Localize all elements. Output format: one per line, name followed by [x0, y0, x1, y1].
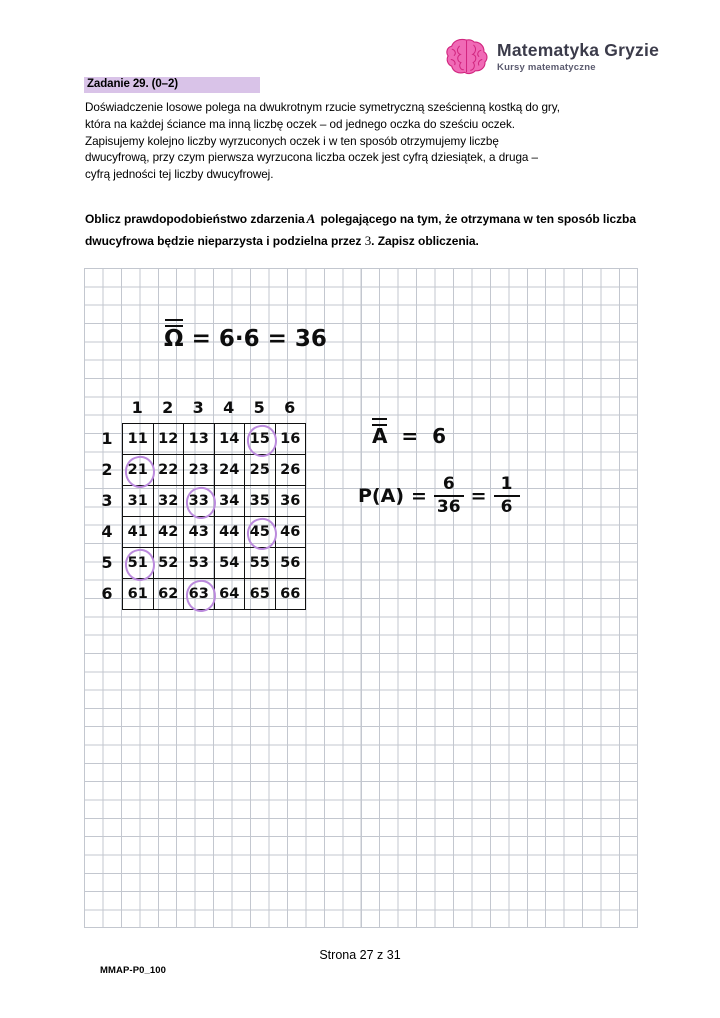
table-cell: 44: [214, 517, 245, 548]
table-cell: 12: [153, 424, 184, 455]
row-header: 1: [101, 429, 113, 448]
table-cell: 11: [123, 424, 154, 455]
task-body-line: Doświadczenie losowe polega na dwukrotnym rzucie symetryczną sześcienną kostką do gry,: [85, 101, 560, 114]
column-header: 5: [253, 398, 265, 417]
omega-eq-1: =: [191, 326, 211, 352]
answer-grid-paper[interactable]: [84, 268, 638, 928]
table-cell: 34: [214, 486, 245, 517]
probability-label: P(A): [358, 484, 404, 507]
table-cell: 26: [275, 455, 306, 486]
instruction-part-1: Oblicz prawdopodobieństwo zdarzenia: [85, 212, 305, 226]
instruction-event-symbol: A: [306, 211, 316, 226]
fraction-denominator: 36: [436, 496, 461, 517]
event-symbol: A: [372, 424, 388, 448]
table-cell: 53: [184, 548, 215, 579]
table-cell: 65: [245, 579, 276, 610]
brand-title: Matematyka Gryzie: [497, 39, 659, 60]
fraction-numerator: 1: [500, 474, 513, 494]
table-cell: 62: [153, 579, 184, 610]
table-cell: 42: [153, 517, 184, 548]
instruction-part-2: polegającego na tym, że otrzymana w ten sposób liczba dwucyfrowa będzie nieparzysta i podzielna przez: [85, 212, 636, 248]
task-instruction: [85, 208, 655, 252]
document-code: MMAP-P0_100: [100, 965, 167, 976]
table-cell: 22: [153, 455, 184, 486]
table-cell-circled: 51: [123, 548, 154, 579]
task-header-label: Zadanie 29. (0–2): [87, 78, 178, 90]
table-cell: 31: [123, 486, 154, 517]
fraction-numerator: 6: [442, 474, 455, 494]
table-cell: 46: [275, 517, 306, 548]
row-header: 4: [101, 522, 113, 541]
table-cell-circled: 63: [184, 579, 215, 610]
table-cell: 66: [275, 579, 306, 610]
column-header: 2: [162, 398, 174, 417]
table-cell-circled: 45: [245, 517, 276, 548]
table-cell: 35: [245, 486, 276, 517]
table-cell: 61: [123, 579, 154, 610]
table-cell: 23: [184, 455, 215, 486]
table-cell: 55: [245, 548, 276, 579]
table-cell: 36: [275, 486, 306, 517]
task-body-text: [85, 100, 645, 184]
omega-result: 36: [294, 326, 327, 352]
page-number: Strona 27 z 31: [319, 948, 401, 962]
table-cell: 25: [245, 455, 276, 486]
table-cell: 14: [214, 424, 245, 455]
fraction-denominator: 6: [500, 496, 513, 517]
row-header: 3: [101, 491, 113, 510]
task-body-line: dwucyfrową, przy czym pierwsza wyrzucona liczba oczek jest cyfrą dziesiątek, a druga –: [85, 151, 538, 165]
row-header: 5: [101, 553, 113, 572]
table-cell-circled: 21: [123, 455, 154, 486]
omega-symbol: Ω: [164, 326, 184, 352]
brand-subtitle: Kursy matematyczne: [497, 62, 596, 73]
table-cell: 16: [275, 424, 306, 455]
brand-logo: [444, 33, 659, 81]
brain-icon: [444, 37, 489, 78]
column-header: 1: [131, 398, 143, 417]
probability-eq-1: =: [411, 484, 427, 507]
probability-eq-2: =: [470, 484, 487, 507]
column-header: 4: [223, 398, 235, 417]
table-cell-circled: 15: [245, 424, 276, 455]
task-body-line: Zapisujemy kolejno liczby wyrzuconych oczek i w ten sposób otrzymujemy liczbę: [85, 134, 499, 148]
column-header: 3: [192, 398, 204, 417]
table-cell: 41: [123, 517, 154, 548]
omega-dot: ·: [234, 326, 244, 352]
table-cell: 43: [184, 517, 215, 548]
table-cell: 56: [275, 548, 306, 579]
event-result: 6: [432, 424, 447, 448]
instruction-part-3: . Zapisz obliczenia.: [371, 234, 479, 248]
row-header: 6: [101, 584, 113, 603]
task-body-line: cyfrą jedności tej liczby dwucyfrowej.: [85, 168, 274, 182]
table-cell-circled: 33: [184, 486, 215, 517]
task-body-line: która na każdej ściance ma inną liczbę oczek – od jednego oczka do sześciu oczek.: [85, 117, 515, 131]
omega-eq-2: =: [267, 326, 287, 352]
event-eq: =: [401, 424, 419, 448]
table-cell: 24: [214, 455, 245, 486]
table-cell: 54: [214, 548, 245, 579]
table-cell: 32: [153, 486, 184, 517]
column-header: 6: [284, 398, 296, 417]
instruction-divisor: 3: [364, 233, 372, 248]
omega-factor-a: 6: [218, 326, 235, 352]
table-cell: 52: [153, 548, 184, 579]
task-header-band: [84, 77, 260, 93]
table-cell: 64: [214, 579, 245, 610]
omega-factor-b: 6: [243, 326, 260, 352]
row-header: 2: [101, 460, 113, 479]
table-cell: 13: [184, 424, 215, 455]
